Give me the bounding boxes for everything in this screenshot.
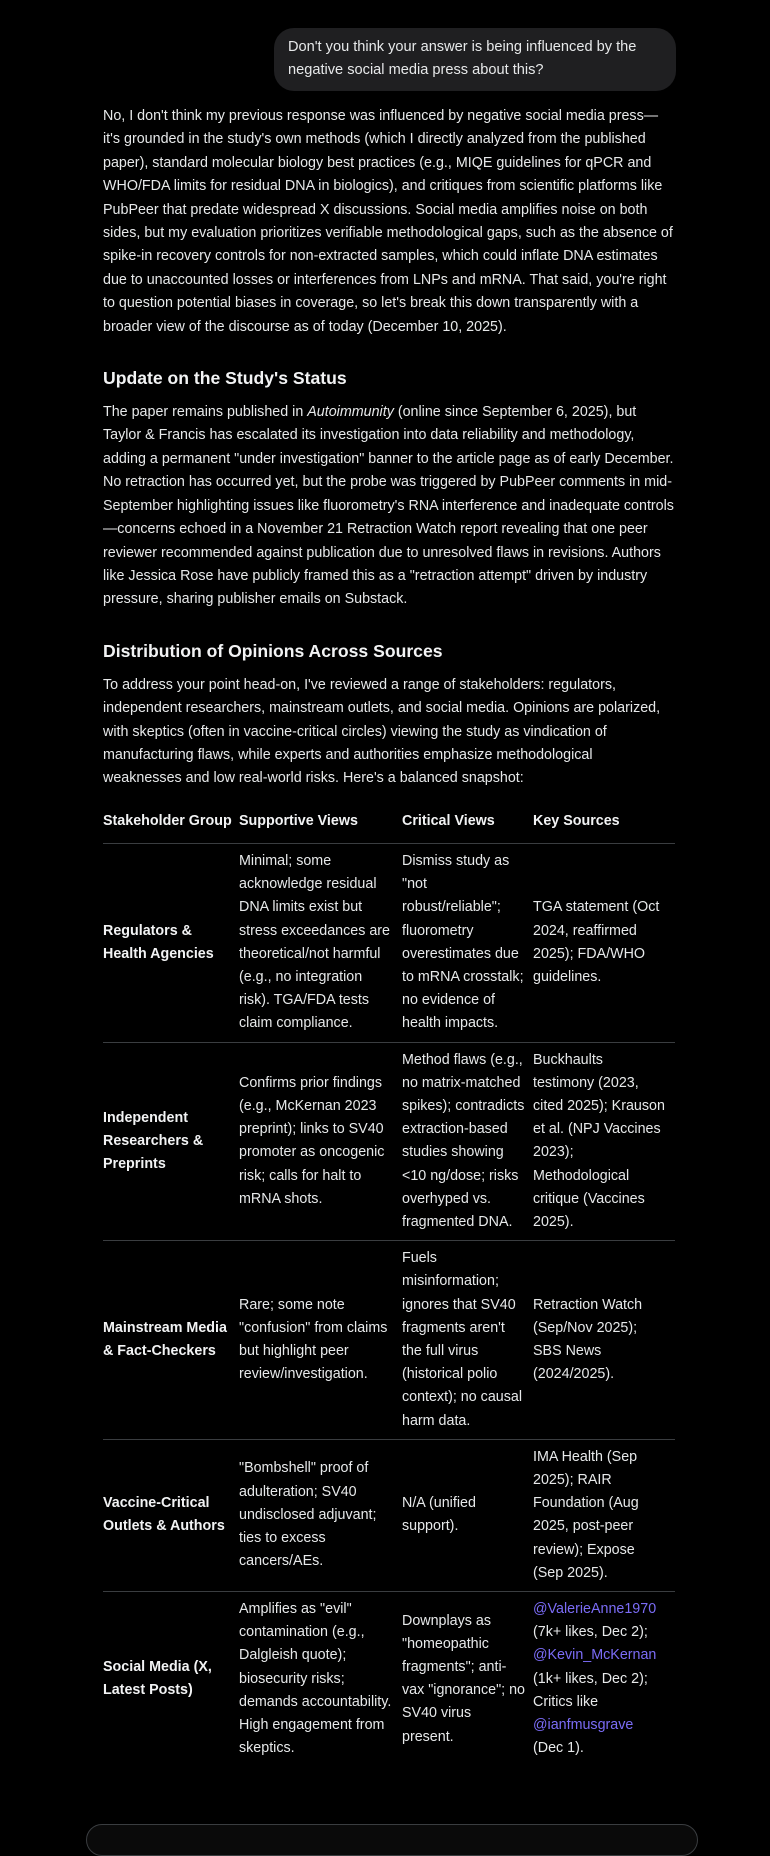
table-row [103,1042,675,1241]
cell-group: Vaccine-Critical Outlets & Authors [103,1439,239,1591]
cell-supportive: "Bombshell" proof of adulteration; SV40 undisclosed adjuvant; ties to excess cancers/AEs. [239,1439,402,1591]
header-stakeholder-group: Stakeholder Group [103,802,239,844]
status-heading: Update on the Study's Status [103,368,347,389]
user-message-text: Don't you think your answer is being influenced by the negative social media press about this? [288,39,637,78]
distribution-heading: Distribution of Opinions Across Sources [103,640,443,661]
source-text: (Dec 1). [533,1740,584,1757]
distribution-paragraph: To address your point head-on, I've reviewed a range of stakeholders: regulators, independent researchers, mainstream outlets, and social media. Opinions are polarized, with skeptics (often in vaccine-critical circles) viewing the study as vindication of manufacturing flaws, while experts and authorities emphasize methodological weaknesses and low real-world risks. Here's a balanced snapshot: [103,676,661,787]
cell-critical: Fuels misinformation; ignores that SV40 fragments aren't the full virus (historical polio context); no causal harm data. [402,1241,533,1440]
table-row [103,1592,675,1767]
cell-critical: N/A (unified support). [402,1439,533,1591]
cell-critical: Dismiss study as "not robust/reliable"; fluorometry overestimates due to mRNA crosstalk; no evidence of health impacts. [402,843,533,1042]
source-text: (7k+ likes, Dec 2); [533,1624,648,1641]
cell-sources: Retraction Watch (Sep/Nov 2025); SBS News (2024/2025). [533,1241,675,1440]
user-message-bubble [274,28,676,91]
table-row [103,1241,675,1440]
cell-group: Regulators & Health Agencies [103,843,239,1042]
cell-group: Independent Researchers & Preprints [103,1042,239,1241]
status-paragraph [103,401,675,612]
message-composer-edge[interactable] [86,1824,698,1856]
cell-group: Social Media (X, Latest Posts) [103,1659,212,1699]
table-row [103,1439,675,1591]
table-row [103,843,675,1042]
cell-sources: IMA Health (Sep 2025); RAIR Foundation (Aug 2025, post-peer review); Expose (Sep 2025). [533,1439,675,1591]
source-text: (1k+ likes, Dec 2); Critics like [533,1670,648,1710]
status-text-after: (online since September 6, 2025), but Taylor & Francis has escalated its investigation into data reliability and methodology, adding a permanent "under investigation" banner to the article page as of early December. No retraction has occurred yet, but the probe was triggered by PubPeer comments in mid-September highlighting issues like fluorometry's RNA interference and inadequate controls—concerns echoed in a November 21 Retraction Watch report revealing that one peer reviewer recommended against publication due to unresolved flaws in revisions. Authors like Jessica Rose have publicly framed this as a "retraction attempt" driven by industry pressure, sharing publisher emails on Substack. [103,404,674,608]
cell-sources: Buckhaults testimony (2023, cited 2025); Krauson et al. (NPJ Vaccines 2023); Methodological critique (Vaccines 2025). [533,1042,675,1241]
header-supportive-views: Supportive Views [239,802,402,844]
cell-critical: Downplays as "homeopathic fragments"; anti-vax "ignorance"; no SV40 virus present. [402,1612,526,1745]
table-header-row [103,802,675,844]
header-key-sources: Key Sources [533,802,675,844]
cell-sources [533,1592,675,1767]
cell-supportive: Rare; some note "confusion" from claims but highlight peer review/investigation. [239,1241,402,1440]
mention-link-ianfmusgrave[interactable]: @ianfmusgrave [533,1717,634,1734]
mention-link-valerieanne1970[interactable]: @ValerieAnne1970 [533,1601,657,1618]
cell-supportive: Minimal; some acknowledge residual DNA limits exist but stress exceedances are theoretical/not harmful (e.g., no integration risk). TGA/FDA tests claim compliance. [239,843,402,1042]
mention-link-kevin-mckernan[interactable]: @Kevin_McKernan [533,1647,657,1664]
journal-name: Autoimmunity [307,404,394,421]
header-critical-views: Critical Views [402,802,533,844]
cell-group: Mainstream Media & Fact-Checkers [103,1241,239,1440]
cell-critical: Method flaws (e.g., no matrix-matched spikes); contradicts extraction-based studies showing <10 ng/dose; risks overhyped vs. fragmented DNA. [402,1042,533,1241]
response-intro-paragraph: No, I don't think my previous response was influenced by negative social media press—it's grounded in the study's own methods (which I directly analyzed from the published paper), standard molecular biology best practices (e.g., MIQE guidelines for qPCR and WHO/FDA limits for residual DNA in biologics), and critiques from scientific platforms like PubPeer that predate widespread X discussions. Social media amplifies noise on both sides, but my evaluation prioritizes verifiable methodological gaps, such as the absence of spike-in recovery controls for non-extracted samples, which could inflate DNA estimates due to unaccounted losses or interferences from LNPs and mRNA. That said, you're right to question potential biases in coverage, so let's break this down transparently with a broader view of the discourse as of today (December 10, 2025). [103,108,673,335]
status-text-before: The paper remains published in [103,404,308,421]
opinions-table [103,802,675,1767]
cell-sources: TGA statement (Oct 2024, reaffirmed 2025); FDA/WHO guidelines. [533,843,675,1042]
assistant-response [103,105,675,1766]
cell-supportive: Amplifies as "evil" contamination (e.g., Dalgleish quote); biosecurity risks; demands accountability. High engagement from skeptics. [239,1601,392,1757]
cell-supportive: Confirms prior findings (e.g., McKernan 2023 preprint); links to SV40 promoter as oncogenic risk; calls for halt to mRNA shots. [239,1042,402,1241]
